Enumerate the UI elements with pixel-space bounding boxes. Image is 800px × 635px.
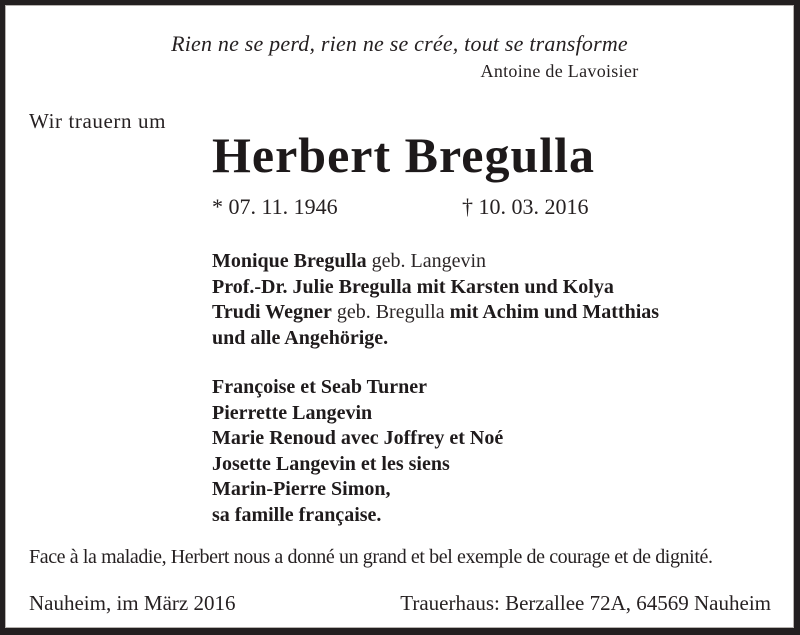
intro-line: Wir trauern um [29,109,167,133]
deceased-name: Herbert Bregulla [212,127,596,183]
mourner-line [212,275,793,301]
life-dates [212,194,793,220]
mourner-name-children: mit Achim und Matthias [449,301,660,323]
mourner-name-suffix: geb. Langevin [366,250,487,272]
family-mourners-block [212,249,793,351]
closing-line: Face à la maladie, Herbert nous a donné un grand et bel exemple de courage et de dignité. [29,546,713,568]
french-mourners-block [212,375,793,528]
mourner-line [212,300,793,326]
epigraph-block [161,31,639,82]
mourner-line [212,249,793,275]
mourner-name-suffix: geb. Bregulla [331,301,450,323]
footer-row [29,591,771,616]
mourner-line: Marie Renoud avec Joffrey et Noé [212,427,504,449]
mourner-name: Monique Bregulla [212,250,367,272]
mourner-line: Josette Langevin et les siens [212,452,450,475]
mourner-line: Françoise et Seab Turner [212,376,427,398]
mourner-name: Prof.-Dr. Julie Bregulla mit Karsten und Kolya [212,275,614,298]
death-date: † 10. 03. 2016 [462,194,589,219]
mourner-name: und alle Angehörige. [212,326,389,349]
main-column [212,128,793,528]
mourner-line: Marin-Pierre Simon, [212,478,391,500]
mourner-line [212,326,793,352]
birth-date: * 07. 11. 1946 [212,194,338,219]
obituary-content-area [5,5,794,628]
funeral-home-address: Trauerhaus: Berzallee 72A, 64569 Nauheim [400,591,771,615]
place-and-date: Nauheim, im März 2016 [29,591,236,615]
mourner-line: Pierrette Langevin [212,401,373,424]
epigraph-quote: Rien ne se perd, rien ne se crée, tout se transforme [171,31,628,56]
epigraph-author: Antoine de Lavoisier [480,61,639,81]
mourner-line: sa famille française. [212,503,382,526]
mourner-name: Trudi Wegner [212,301,332,323]
